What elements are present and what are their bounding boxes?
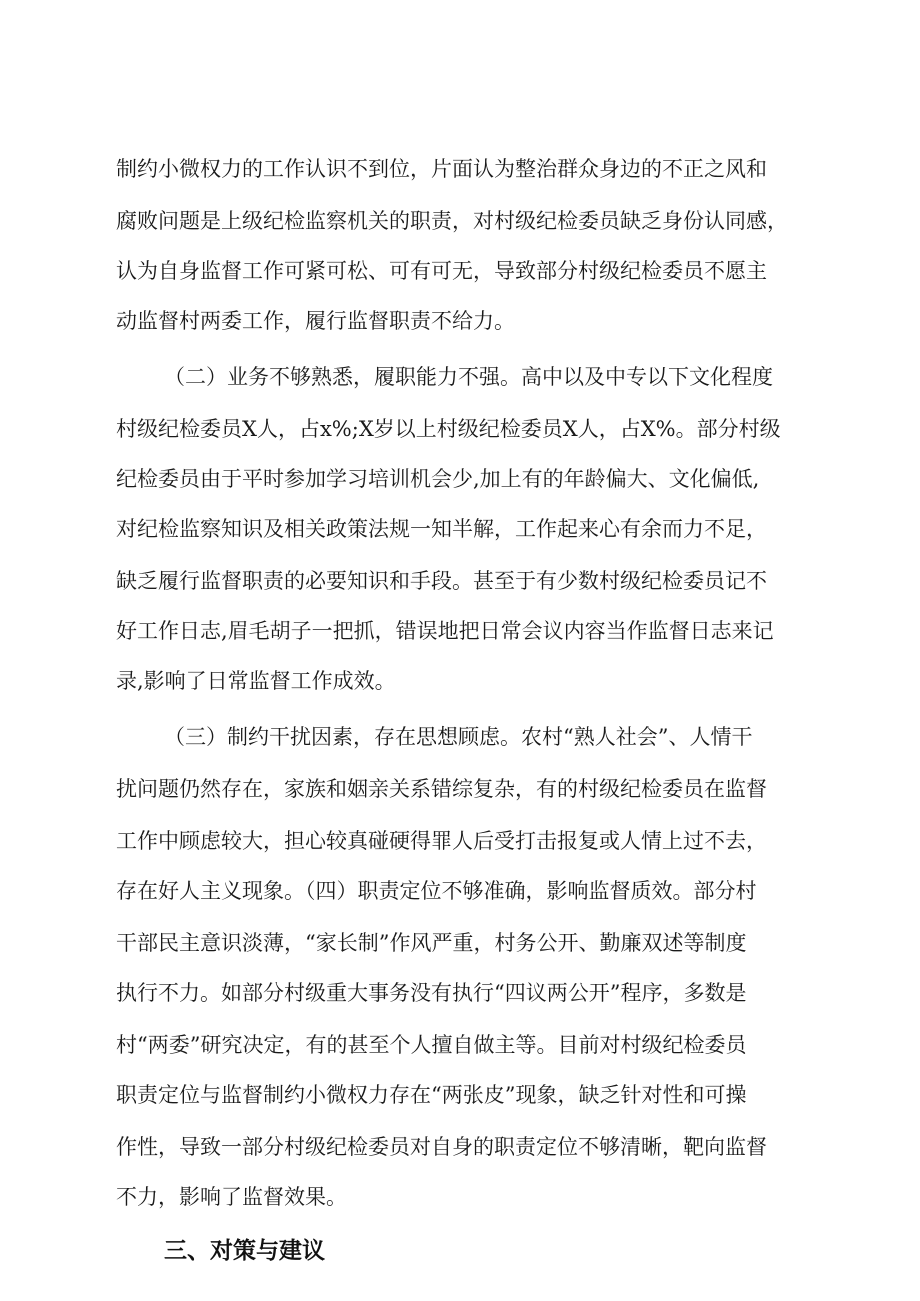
- text-line: 腐败问题是上级纪检监察机关的职责，对村级纪检委员缺乏身份认同感，: [116, 209, 788, 233]
- text-line: 纪检委员由于平时参加学习培训机会少,加上有的年龄偏大、文化偏低,: [116, 467, 760, 491]
- text-line: 村“两委”研究决定，有的甚至个人擅自做主等。目前对村级纪检委员: [116, 1033, 747, 1057]
- text-line: 录,影响了日常监督工作成效。: [116, 669, 396, 693]
- text-line: 动监督村两委工作，履行监督职责不给力。: [116, 309, 515, 333]
- text-line: 扰问题仍然存在，家族和姻亲关系错综复杂，有的村级纪检委员在监督: [116, 777, 767, 801]
- text-line: 作性，导致一部分村级纪检委员对自身的职责定位不够清晰，靶向监督: [116, 1135, 767, 1159]
- text-line: 对纪检监察知识及相关政策法规一知半解，工作起来心有余而力不足，: [116, 517, 767, 541]
- text-line: 工作中顾虑较大，担心较真碰硬得罪人后受打击报复或人情上过不去，: [116, 829, 767, 853]
- section-heading: 三、对策与建议: [164, 1238, 325, 1264]
- text-line: （二）业务不够熟悉，履职能力不强。高中以及中专以下文化程度: [164, 365, 773, 389]
- text-line: （三）制约干扰因素，存在思想顾虑。农村“熟人社会”、人情干: [164, 725, 753, 749]
- text-line: 干部民主意识淡薄，“家长制”作风严重，村务公开、勤廉双述等制度: [116, 931, 747, 955]
- text-line: 执行不力。如部分村级重大事务没有执行“四议两公开”程序，多数是: [116, 981, 747, 1005]
- text-line: 好工作日志,眉毛胡子一把抓，错误地把日常会议内容当作监督日志来记: [116, 619, 774, 643]
- text-line: 村级纪检委员X人，占x%;X岁以上村级纪检委员X人，占X%。部分村级: [116, 417, 781, 441]
- text-line: 认为自身监督工作可紧可松、可有可无，导致部分村级纪检委员不愿主: [116, 259, 767, 283]
- text-line: 制约小微权力的工作认识不到位，片面认为整治群众身边的不正之风和: [116, 157, 767, 181]
- text-line: 职责定位与监督制约小微权力存在“两张皮”现象，缺乏针对性和可操: [116, 1083, 747, 1107]
- text-line: 不力，影响了监督效果。: [116, 1185, 347, 1209]
- text-line: 缺乏履行监督职责的必要知识和手段。甚至于有少数村级纪检委员记不: [116, 569, 767, 593]
- text-line: 存在好人主义现象。（四）职责定位不够准确，影响监督质效。部分村: [116, 879, 757, 903]
